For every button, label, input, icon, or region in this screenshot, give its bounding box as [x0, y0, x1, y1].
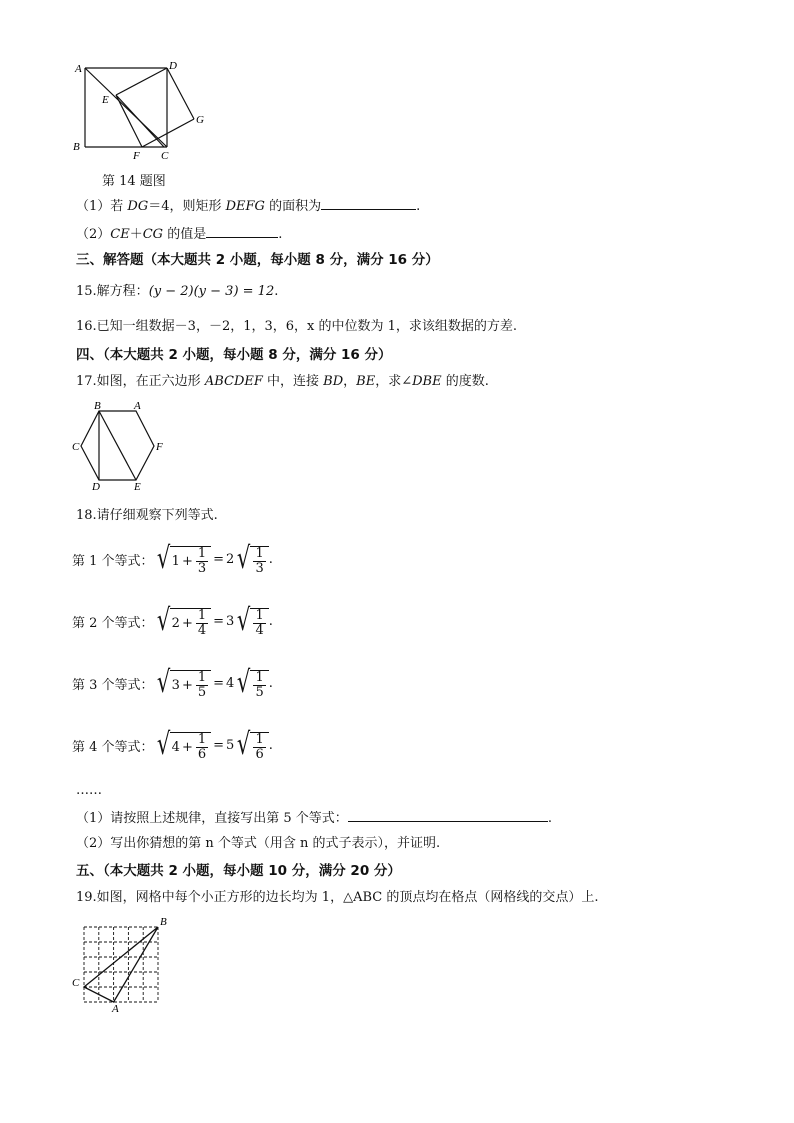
fig17-label-d: D — [92, 481, 100, 492]
q14-part2: （2）CE＋CG 的值是 . — [76, 224, 282, 244]
q17: 17.如图，在正六边形 ABCDEF 中，连接 BD，BE，求∠DBE 的度数. — [76, 374, 489, 389]
fig17-label-e: E — [134, 481, 141, 492]
fig14-label-d: D — [169, 60, 177, 72]
q18-ellipsis: …… — [76, 783, 102, 798]
fig17-label-c: C — [72, 441, 80, 453]
fig14-label-c: C — [161, 150, 169, 162]
q18-equation-3: 第 3 个等式： √ 3 + $\frac{1}{5}$ = 4 √ $\frac{1}{5}$ . — [72, 664, 273, 700]
section-5-title: 五、（本大题共 2 小题，每小题 10 分，满分 20 分） — [76, 863, 401, 879]
q18-part1: （1）请按照上述规律，直接写出第 5 个等式： . — [76, 808, 552, 828]
fig17-label-a: A — [134, 400, 141, 412]
figure-19-grid — [70, 915, 180, 1015]
fig14-label-b: B — [73, 141, 80, 153]
q14-answer-blank-1[interactable] — [321, 196, 416, 210]
fig17-label-b: B — [94, 400, 101, 412]
fig14-label-a: A — [75, 63, 82, 75]
q16: 16.已知一组数据－3，－2，1，3，6，x 的中位数为 1，求该组数据的方差. — [76, 319, 518, 334]
q18-part2: （2）写出你猜想的第 n 个等式（用含 n 的式子表示），并证明. — [76, 836, 441, 851]
fig19-label-c: C — [72, 977, 80, 989]
q14-part1: （1）若 DG＝4，则矩形 DEFG 的面积为 . — [76, 196, 420, 216]
fig14-label-e: E — [102, 94, 109, 106]
fig14-label-g: G — [196, 114, 204, 126]
q19: 19.如图，网格中每个小正方形的边长均为 1，△ABC 的顶点均在格点（网格线的交点）上. — [76, 890, 599, 905]
section-4-title: 四、（本大题共 2 小题，每小题 8 分，满分 16 分） — [76, 347, 392, 363]
fig19-label-b: B — [160, 916, 167, 928]
q15: 15.解方程：(y − 2)(y − 3) = 12. — [76, 284, 279, 299]
q18-answer-blank[interactable] — [348, 808, 548, 822]
q18-intro: 18.请仔细观察下列等式. — [76, 508, 218, 523]
figure-17-hexagon — [70, 400, 180, 492]
q18-equation-1: 第 1 个等式： √ 1 + $\frac{1}{3}$ = 2 √ $\frac{1}{3}$ . — [72, 540, 273, 576]
q18-equation-4: 第 4 个等式： √ 4 + $\frac{1}{6}$ = 5 √ $\frac{1}{6}$ . — [72, 726, 273, 762]
fig17-label-f: F — [156, 441, 163, 453]
figure-14 — [70, 58, 220, 166]
section-3-title: 三、解答题（本大题共 2 小题，每小题 8 分，满分 16 分） — [76, 252, 439, 268]
fig19-label-a: A — [112, 1003, 119, 1015]
fig14-label-f: F — [133, 150, 140, 162]
q18-equation-2: 第 2 个等式： √ 2 + $\frac{1}{4}$ = 3 √ $\frac{1}{4}$ . — [72, 602, 273, 638]
q14-answer-blank-2[interactable] — [206, 224, 278, 238]
figure-14-caption: 第 14 题图 — [102, 174, 166, 189]
